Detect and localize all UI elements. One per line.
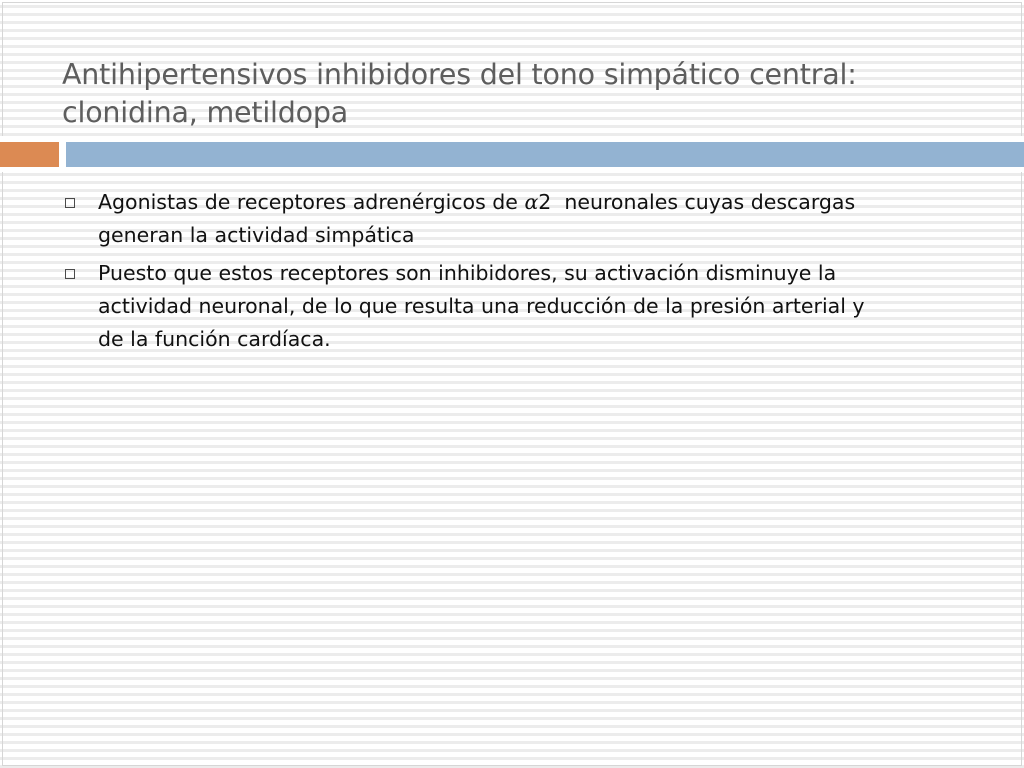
bullet-1-text-after: 2 neuronales cuyas descargas [538,190,856,214]
bullet-2-line-2: actividad neuronal, de lo que resulta una reducción de la presión arterial y [98,294,865,318]
title-line-1: Antihipertensivos inhibidores del tono simpático central: [62,58,857,91]
accent-bar-orange [0,142,59,167]
bullet-2-line-1: Puesto que estos receptores son inhibidores, su activación disminuye la [98,261,837,285]
bullet-item-agonists [64,186,964,252]
bullet-2-line-3: de la función cardíaca. [98,327,331,351]
accent-bar-blue [66,142,1024,167]
bullet-list [64,186,964,361]
bullet-item-inhibitors [64,257,964,356]
bullet-1-text-before: Agonistas de receptores adrenérgicos de [98,190,525,214]
hollow-square-bullet-icon [65,198,75,208]
title-line-2: clonidina, metildopa [62,96,349,129]
hollow-square-bullet-icon [65,269,75,279]
bullet-1-line-2: generan la actividad simpática [98,223,415,247]
slide-title [62,56,962,132]
bullet-1-line-1 [98,186,964,219]
alpha-symbol: α [524,190,539,214]
